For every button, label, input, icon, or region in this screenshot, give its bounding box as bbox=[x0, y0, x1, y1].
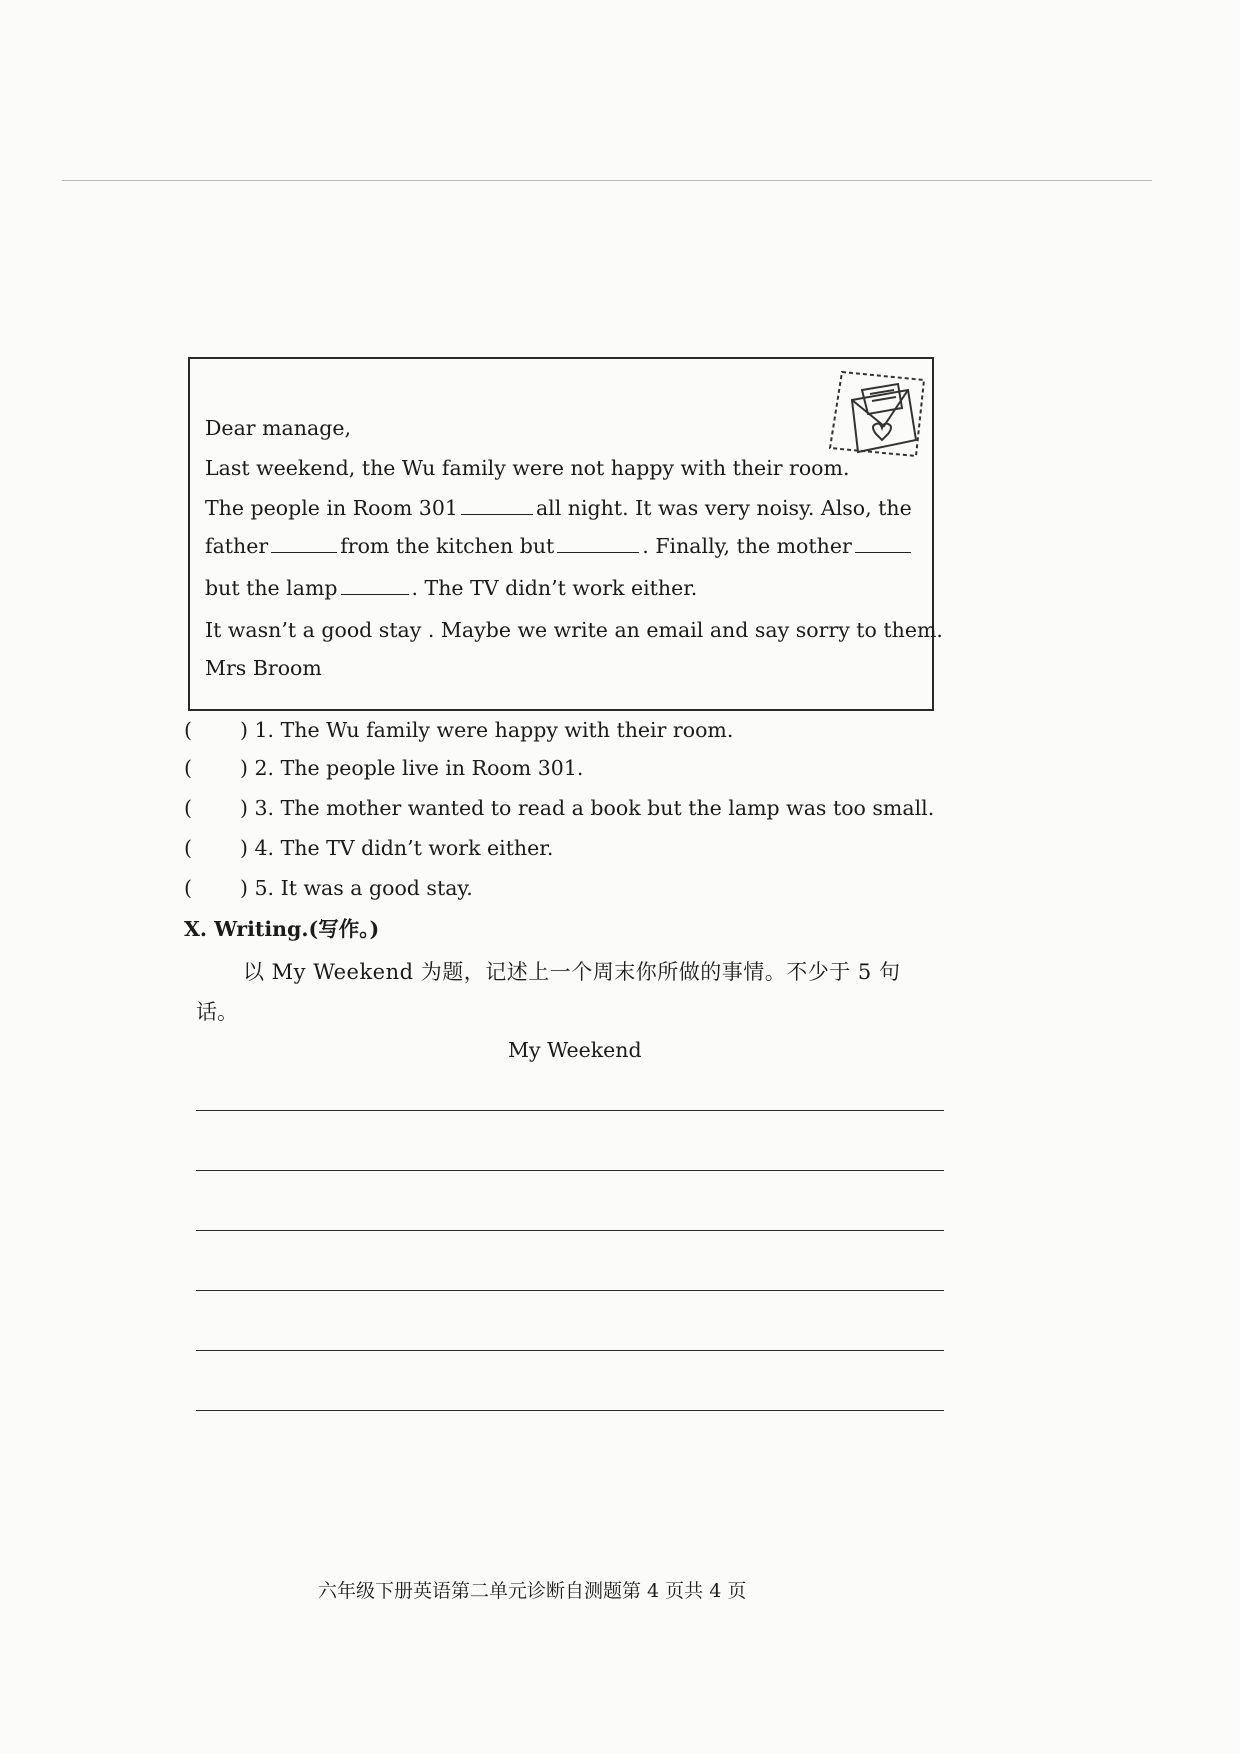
question-text: ) 1. The Wu family were happy with their room. bbox=[240, 718, 734, 742]
question-4 bbox=[184, 836, 553, 860]
page-footer: 六年级下册英语第二单元诊断自测题第 4 页共 4 页 bbox=[318, 1580, 747, 1602]
letter-line-3a: father bbox=[205, 534, 269, 558]
question-text: ) 5. It was a good stay. bbox=[240, 876, 473, 900]
question-text: ) 3. The mother wanted to read a book but the lamp was too small. bbox=[240, 796, 935, 820]
blank-5 bbox=[341, 593, 409, 595]
question-5 bbox=[184, 876, 473, 900]
letter-line-4 bbox=[205, 576, 697, 600]
letter-line-2b: all night. It was very noisy. Also, the bbox=[535, 496, 912, 520]
blank-2 bbox=[271, 551, 337, 553]
writing-instruction-line-2: 话。 bbox=[196, 1000, 238, 1024]
letter-line-3 bbox=[205, 534, 914, 558]
answer-paren[interactable]: ( bbox=[184, 836, 192, 860]
letter-signature: Mrs Broom bbox=[205, 656, 322, 680]
question-text: ) 4. The TV didn’t work either. bbox=[240, 836, 554, 860]
writing-line-6[interactable] bbox=[196, 1410, 944, 1411]
writing-instruction-line-1: 以 My Weekend 为题，记述上一个周末你所做的事情。不少于 5 句 bbox=[243, 960, 901, 984]
letter-line-4a: but the lamp bbox=[205, 576, 338, 600]
question-3 bbox=[184, 796, 934, 820]
question-1 bbox=[184, 718, 733, 742]
top-divider bbox=[62, 180, 1152, 181]
letter-line-3c: . Finally, the mother bbox=[642, 534, 852, 558]
letter-line-4b: . The TV didn’t work either. bbox=[411, 576, 698, 600]
letter-line-5: It wasn’t a good stay . Maybe we write an email and say sorry to them. bbox=[205, 618, 943, 642]
answer-paren[interactable]: ( bbox=[184, 718, 192, 742]
letter-line-2 bbox=[205, 496, 912, 520]
letter-greeting: Dear manage, bbox=[205, 416, 351, 440]
blank-1 bbox=[461, 513, 533, 515]
blank-4 bbox=[855, 551, 911, 553]
writing-line-2[interactable] bbox=[196, 1170, 944, 1171]
letter-line-3b: from the kitchen but bbox=[340, 534, 555, 558]
answer-paren[interactable]: ( bbox=[184, 756, 192, 780]
writing-section-title: X. Writing.(写作。) bbox=[184, 917, 380, 941]
answer-paren[interactable]: ( bbox=[184, 796, 192, 820]
writing-line-4[interactable] bbox=[196, 1290, 944, 1291]
question-2 bbox=[184, 756, 583, 780]
writing-line-1[interactable] bbox=[196, 1110, 944, 1111]
writing-line-3[interactable] bbox=[196, 1230, 944, 1231]
essay-title: My Weekend bbox=[508, 1038, 642, 1062]
blank-3 bbox=[557, 551, 639, 553]
question-text: ) 2. The people live in Room 301. bbox=[240, 756, 584, 780]
answer-paren[interactable]: ( bbox=[184, 876, 192, 900]
writing-line-5[interactable] bbox=[196, 1350, 944, 1351]
letter-line-2a: The people in Room 301 bbox=[205, 496, 458, 520]
letter-line-1: Last weekend, the Wu family were not happy with their room. bbox=[205, 456, 850, 480]
